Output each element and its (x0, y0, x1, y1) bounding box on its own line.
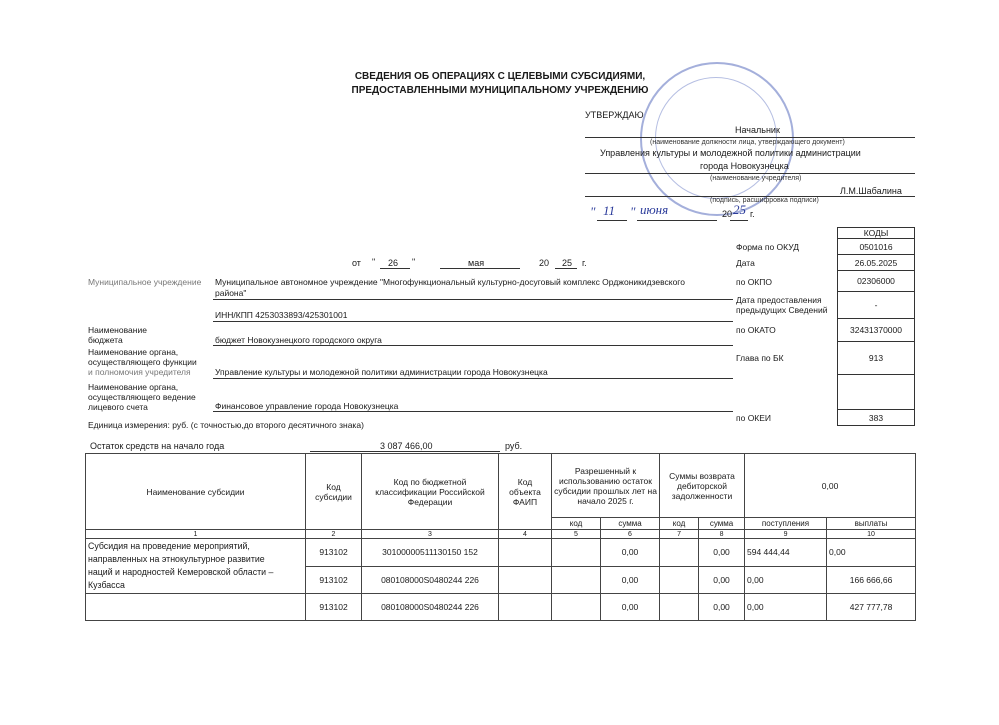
position-caption: (наименование должности лица, утверждающего документ) (650, 139, 845, 146)
approval-quote-open: " (590, 204, 596, 219)
founder-value: Управление культуры и молодежной политики администрации города Новокузнецка (215, 367, 548, 377)
column-number: 3 (362, 530, 499, 539)
subsidy-name-line4: Кузбасса (88, 580, 125, 590)
unit-label: Единица измерения: руб. (с точностью,до второго десятичного знака) (88, 420, 364, 430)
header-sub-sum: сумма (601, 518, 660, 530)
column-number: 9 (745, 530, 827, 539)
institution-value-line1: Муниципальное автономное учреждение "Многофункциональный культурно-досуговый комплекс Орджоникидзевского (215, 277, 685, 287)
table-row (86, 539, 916, 567)
okei-code: 383 (837, 409, 915, 426)
signatory-name: Л.М.Шабалина (840, 186, 902, 196)
subsidy-name-line1: Субсидия на проведение мероприятий, (88, 541, 250, 551)
header-bk-code: Код по бюджетной классификации Российской Федерации (362, 454, 499, 530)
founder-line1: Управления культуры и молодежной политики администрации (600, 148, 861, 158)
row-code: 913102 (306, 566, 362, 594)
founder-label-line1: Наименование органа, (88, 347, 179, 357)
header-allowed: Разрешенный к использованию остаток субсидии прошлых лет на начало 2025 г. (552, 454, 660, 518)
row-c9: 0,00 (745, 594, 827, 621)
header-returns: Суммы возврата дебиторской задолженности (660, 454, 745, 518)
table-row (86, 594, 916, 621)
budget-label-line2: бюджета (88, 335, 123, 345)
row-c9: 594 444,44 (745, 539, 827, 567)
row-faip (499, 566, 552, 594)
doc-date-suffix: г. (582, 258, 587, 268)
subsidy-table (85, 453, 916, 621)
row-c8: 0,00 (699, 594, 745, 621)
doc-date-from: от (352, 258, 361, 268)
prev-date-label: Дата предоставления предыдущих Сведений (736, 295, 828, 315)
doc-date-year: 25 (562, 258, 573, 268)
okato-code: 32431370000 (837, 318, 915, 342)
approver-position: Начальник (735, 125, 780, 135)
column-number: 6 (601, 530, 660, 539)
row-c10: 166 666,66 (827, 566, 916, 594)
signature-caption: (подпись, расшифровка подписи) (710, 197, 819, 204)
okud-code: 0501016 (837, 238, 915, 255)
header-sub-sum2: сумма (699, 518, 745, 530)
subsidy-name-line2: направленных на этнокультурное развитие (88, 554, 265, 564)
balance-currency: руб. (505, 441, 523, 451)
row-faip (499, 594, 552, 621)
bk-chapter-label: Глава по БК (736, 353, 784, 363)
account-label-line1: Наименование органа, (88, 382, 179, 392)
row-c10: 0,00 (827, 539, 916, 567)
row-c7 (660, 594, 699, 621)
header-sub-code2: код (660, 518, 699, 530)
header-total: 0,00 (745, 454, 916, 518)
okud-label: Форма по ОКУД (736, 242, 799, 252)
row-c5 (552, 539, 601, 567)
column-number: 5 (552, 530, 601, 539)
founder-label-line3: и полномочия учредителя (88, 367, 191, 377)
founder-label-line2: осуществляющего функции (88, 357, 197, 367)
row-bk: 30100000511130150 152 (362, 539, 499, 567)
header-name: Наименование субсидии (86, 454, 306, 530)
doc-date-month: мая (468, 258, 485, 268)
budget-label-line1: Наименование (88, 325, 147, 335)
row-code: 913102 (306, 594, 362, 621)
row-c7 (660, 539, 699, 567)
row-c6: 0,00 (601, 594, 660, 621)
okpo-code: 02306000 (837, 270, 915, 292)
document-title-line2: ПРЕДОСТАВЛЕННЫМИ МУНИЦИПАЛЬНОМУ УЧРЕЖДЕНИЮ (351, 85, 649, 96)
row-c7 (660, 566, 699, 594)
column-number: 8 (699, 530, 745, 539)
subsidy-name-line3: наций и народностей Кемеровской области – (88, 567, 274, 577)
approval-year-prefix: 20 (722, 209, 733, 219)
institution-label: Муниципальное учреждение (88, 277, 202, 287)
date-label: Дата (736, 258, 755, 268)
header-faip: Код объекта ФАИП (499, 454, 552, 530)
codes-header: КОДЫ (837, 227, 915, 239)
okato-label: по ОКАТО (736, 325, 776, 335)
date-code: 26.05.2025 (837, 254, 915, 271)
row-c9: 0,00 (745, 566, 827, 594)
doc-date-day: 26 (388, 258, 399, 268)
row-c6: 0,00 (601, 539, 660, 567)
okei-label: по ОКЕИ (736, 413, 772, 423)
column-number: 1 (86, 530, 306, 539)
header-code: Код субсидии (306, 454, 362, 530)
approve-label: УТВЕРЖДАЮ (585, 110, 644, 120)
row-c8: 0,00 (699, 566, 745, 594)
approval-month: июня (640, 202, 669, 217)
inn-kpp: ИНН/КПП 4253033893/425301001 (215, 310, 348, 320)
row-bk: 080108000S0480244 226 (362, 566, 499, 594)
approval-day: 11 (603, 203, 616, 218)
approval-quote-close: " (630, 204, 636, 219)
prev-date-code: - (837, 291, 915, 319)
approval-year-suffix: г. (750, 209, 755, 219)
subsidy-name (86, 539, 306, 594)
row-faip (499, 539, 552, 567)
doc-date-quote-open: " (372, 257, 376, 267)
row-bk: 080108000S0480244 226 (362, 594, 499, 621)
account-label-line3: лицевого счета (88, 402, 148, 412)
approval-year: 25 (733, 202, 746, 217)
column-number: 7 (660, 530, 699, 539)
empty-code (837, 374, 915, 410)
row-name-empty (86, 594, 306, 621)
budget-value: бюджет Новокузнецкого городского округа (215, 335, 382, 345)
doc-date-quote-close: " (412, 257, 416, 267)
row-c6: 0,00 (601, 566, 660, 594)
header-receipts: поступления (745, 518, 827, 530)
founder-caption: (наименование учредителя) (710, 175, 802, 182)
institution-value-line2: района" (215, 288, 247, 298)
row-c10: 427 777,78 (827, 594, 916, 621)
row-c5 (552, 566, 601, 594)
doc-date-year-prefix: 20 (539, 258, 550, 268)
okpo-label: по ОКПО (736, 277, 772, 287)
account-label-line2: осуществляющего ведение (88, 392, 196, 402)
header-sub-code: код (552, 518, 601, 530)
balance-value: 3 087 466,00 (380, 441, 433, 451)
column-number: 10 (827, 530, 916, 539)
column-number: 2 (306, 530, 362, 539)
row-code: 913102 (306, 539, 362, 567)
header-payments: выплаты (827, 518, 916, 530)
row-c8: 0,00 (699, 539, 745, 567)
bk-chapter-code: 913 (837, 341, 915, 375)
balance-label: Остаток средств на начало года (90, 441, 225, 451)
founder-line2: города Новокузнецка (700, 161, 789, 171)
column-number: 4 (499, 530, 552, 539)
account-value: Финансовое управление города Новокузнецка (215, 401, 399, 411)
document-title-line1: СВЕДЕНИЯ ОБ ОПЕРАЦИЯХ С ЦЕЛЕВЫМИ СУБСИДИЯМИ, (354, 71, 646, 82)
row-c5 (552, 594, 601, 621)
